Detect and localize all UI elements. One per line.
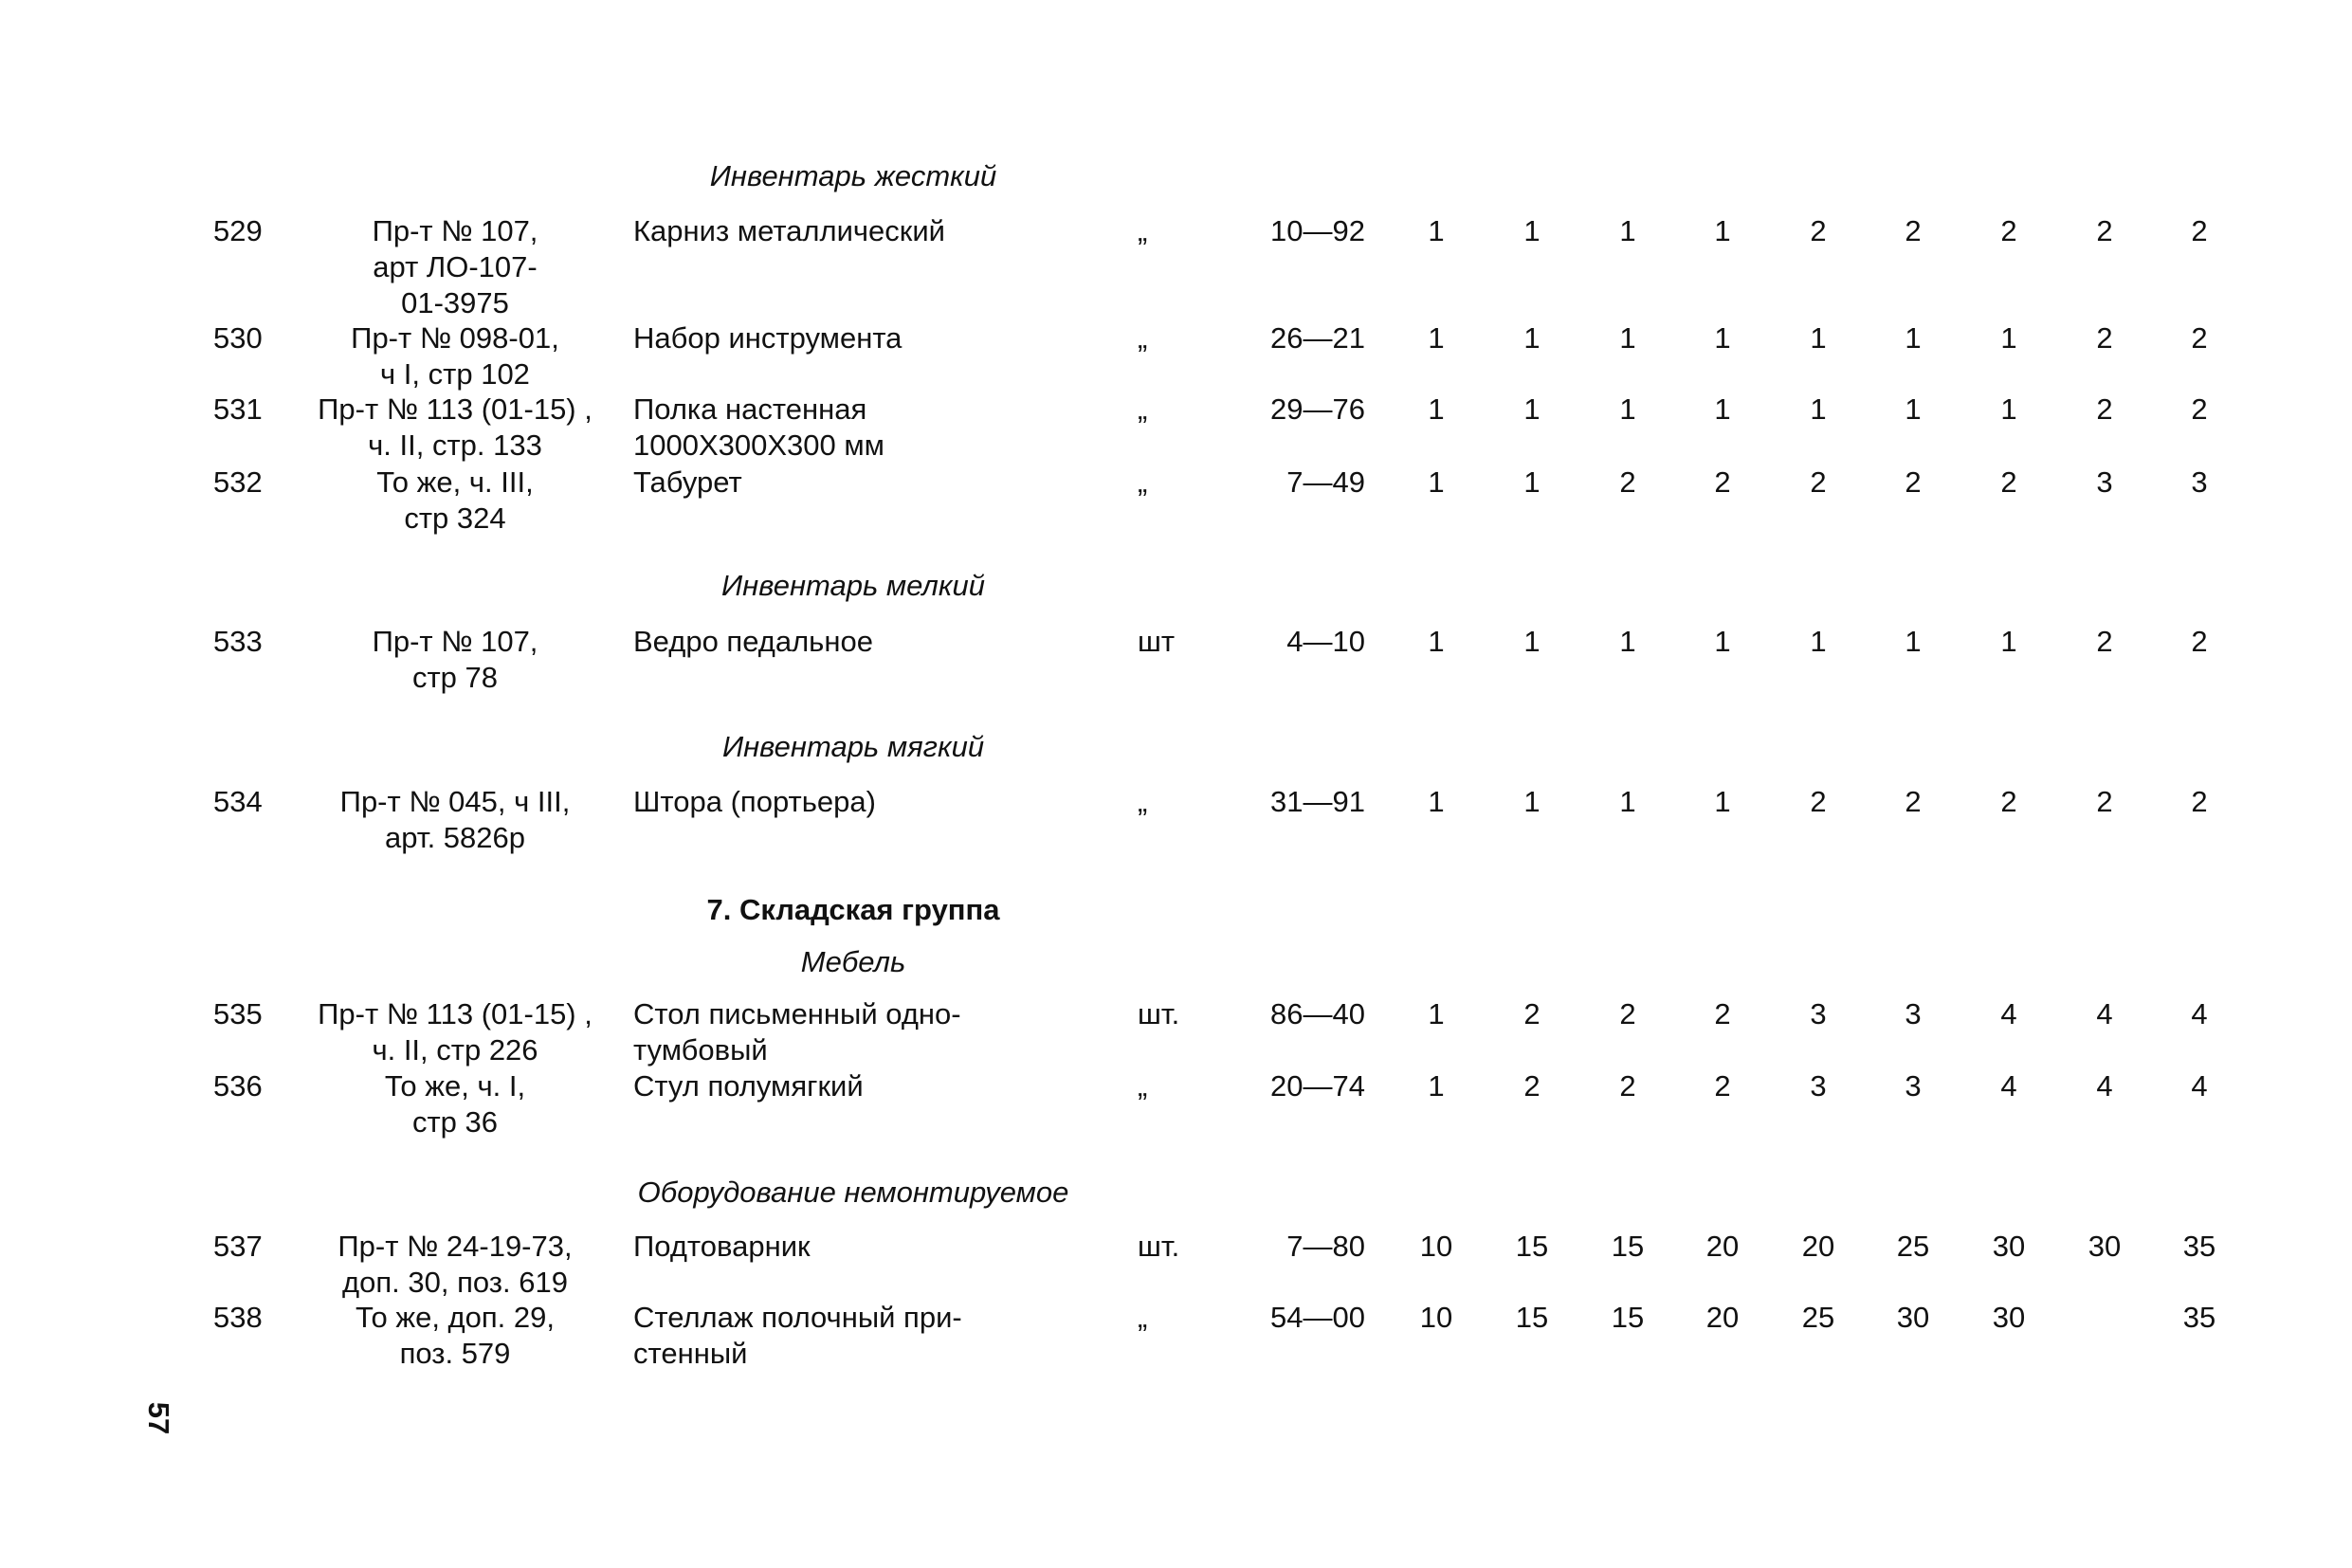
- row-number: 532: [213, 465, 263, 499]
- row-quantity: 2: [2191, 214, 2208, 247]
- row-quantity: 1: [1428, 214, 1445, 247]
- row-quantity: 1: [1523, 785, 1541, 818]
- reference-line: Пр-т № 113 (01-15) ,: [318, 392, 593, 426]
- row-reference: [284, 1068, 626, 1140]
- item-name-line: Подтоварник: [633, 1230, 811, 1263]
- row-quantity: 1: [1619, 625, 1636, 658]
- row-quantity: 1: [1428, 625, 1445, 658]
- item-name-line: Табурет: [633, 465, 742, 499]
- row-quantity: 10: [1419, 1230, 1453, 1263]
- row-quantity: 1: [1714, 392, 1731, 426]
- row-quantity: 3: [1810, 1069, 1827, 1103]
- row-reference: [284, 784, 626, 856]
- row-quantity: 2: [1714, 1069, 1731, 1103]
- reference-line: То же, ч. I,: [384, 1069, 526, 1103]
- row-quantity: 1: [1523, 465, 1541, 499]
- reference-line: Пр-т № 098-01,: [351, 321, 559, 355]
- row-quantity: 2: [2191, 392, 2208, 426]
- row-unit: шт.: [1138, 1230, 1180, 1263]
- row-quantity: 2: [1905, 465, 1922, 499]
- row-quantity: 2: [1619, 997, 1636, 1030]
- row-quantity: 1: [2000, 625, 2017, 658]
- reference-line: Пр-т № 113 (01-15) ,: [318, 997, 593, 1030]
- row-number: 534: [213, 785, 263, 818]
- row-quantity: 1: [1810, 392, 1827, 426]
- row-quantity: 1: [1523, 392, 1541, 426]
- row-quantity: 1: [1714, 785, 1731, 818]
- row-unit: шт: [1138, 625, 1176, 658]
- row-quantity: 2: [2000, 214, 2017, 247]
- row-item-name: [633, 1229, 1126, 1265]
- row-quantity: 4: [2000, 997, 2017, 1030]
- row-quantity: 2: [2191, 321, 2208, 355]
- row-quantity: 2: [2096, 785, 2113, 818]
- row-price: 31—91: [1270, 785, 1365, 818]
- row-reference: [284, 320, 626, 392]
- row-quantity: 30: [2088, 1230, 2122, 1263]
- row-quantity: 15: [1611, 1301, 1645, 1334]
- reference-line: арт. 5826р: [385, 821, 525, 854]
- row-quantity: 3: [2096, 465, 2113, 499]
- row-quantity: 2: [1619, 1069, 1636, 1103]
- row-quantity: 1: [1428, 465, 1445, 499]
- row-quantity: 2: [2191, 785, 2208, 818]
- row-unit: „: [1138, 465, 1148, 499]
- row-quantity: 15: [1611, 1230, 1645, 1263]
- row-item-name: [633, 624, 1126, 660]
- row-quantity: 1: [1810, 625, 1827, 658]
- row-quantity: 4: [2096, 1069, 2113, 1103]
- page-number: 57: [142, 1401, 176, 1435]
- row-price: 26—21: [1270, 321, 1365, 355]
- row-quantity: 1: [1428, 785, 1445, 818]
- row-quantity: 4: [2191, 1069, 2208, 1103]
- row-quantity: 2: [1905, 214, 1922, 247]
- reference-line: доп. 30, поз. 619: [342, 1266, 568, 1299]
- row-quantity: 1: [1714, 214, 1731, 247]
- row-price: 10—92: [1270, 214, 1365, 247]
- row-reference: [284, 1300, 626, 1372]
- section-title-equipment: Оборудование немонтируемое: [637, 1176, 1069, 1209]
- reference-line: 01-3975: [401, 286, 509, 319]
- row-item-name: [633, 996, 1126, 1068]
- row-item-name: [633, 320, 1126, 356]
- row-number: 538: [213, 1301, 263, 1334]
- row-item-name: [633, 784, 1126, 820]
- row-price: 29—76: [1270, 392, 1365, 426]
- row-quantity: 2: [2096, 214, 2113, 247]
- item-name-line: Ведро педальное: [633, 625, 873, 658]
- row-quantity: 4: [2000, 1069, 2017, 1103]
- row-quantity: 1: [1619, 392, 1636, 426]
- row-quantity: 25: [1801, 1301, 1835, 1334]
- row-quantity: 2: [2096, 392, 2113, 426]
- row-reference: [284, 392, 626, 464]
- row-reference: [284, 624, 626, 696]
- row-unit: „: [1138, 321, 1148, 355]
- item-name-line: Набор инструмента: [633, 321, 903, 355]
- row-quantity: 1: [1428, 392, 1445, 426]
- item-name-line: Карниз металлический: [633, 214, 945, 247]
- row-quantity: 1: [1905, 625, 1922, 658]
- row-quantity: 1: [1619, 785, 1636, 818]
- reference-line: стр 78: [411, 661, 499, 694]
- row-quantity: 2: [1905, 785, 1922, 818]
- row-reference: [284, 996, 626, 1068]
- row-quantity: 1: [1905, 321, 1922, 355]
- reference-line: То же, ч. III,: [376, 465, 534, 499]
- row-quantity: 25: [1896, 1230, 1930, 1263]
- row-unit: „: [1138, 785, 1148, 818]
- reference-line: Пр-т № 045, ч III,: [339, 785, 571, 818]
- reference-line: стр 36: [411, 1105, 499, 1139]
- row-quantity: 4: [2096, 997, 2113, 1030]
- row-quantity: 3: [1810, 997, 1827, 1030]
- section-title-soft-inventory: Инвентарь мягкий: [721, 730, 985, 763]
- row-quantity: 10: [1419, 1301, 1453, 1334]
- reference-line: ч. II, стр. 133: [368, 428, 542, 462]
- row-quantity: 3: [1905, 1069, 1922, 1103]
- row-quantity: 35: [2182, 1230, 2216, 1263]
- row-quantity: 1: [1523, 321, 1541, 355]
- row-quantity: 2: [1714, 997, 1731, 1030]
- row-quantity: 2: [2096, 625, 2113, 658]
- row-item-name: [633, 465, 1126, 501]
- row-quantity: 4: [2191, 997, 2208, 1030]
- row-quantity: 3: [2191, 465, 2208, 499]
- row-quantity: 1: [1619, 321, 1636, 355]
- row-quantity: 1: [1905, 392, 1922, 426]
- row-quantity: 20: [1801, 1230, 1835, 1263]
- section-title-furniture: Мебель: [800, 945, 906, 978]
- row-quantity: 1: [1810, 321, 1827, 355]
- row-quantity: 1: [1714, 625, 1731, 658]
- row-quantity: 20: [1705, 1301, 1740, 1334]
- section-title-small-inventory: Инвентарь мелкий: [721, 569, 985, 602]
- row-quantity: 2: [1810, 785, 1827, 818]
- row-item-name: [633, 1300, 1126, 1372]
- section-title-hard-inventory: Инвентарь жесткий: [709, 159, 997, 192]
- row-quantity: 1: [1523, 625, 1541, 658]
- row-quantity: 2: [1714, 465, 1731, 499]
- item-name-line: тумбовый: [633, 1033, 768, 1067]
- reference-line: Пр-т № 107,: [372, 625, 538, 658]
- row-quantity: 1: [1428, 1069, 1445, 1103]
- reference-line: ч. II, стр 226: [372, 1033, 538, 1067]
- reference-line: То же, доп. 29,: [355, 1301, 555, 1334]
- row-price: 54—00: [1270, 1301, 1365, 1334]
- row-quantity: 2: [1523, 997, 1541, 1030]
- section-title-storage-group: 7. Складская группа: [706, 893, 1000, 926]
- row-quantity: 2: [1810, 465, 1827, 499]
- row-quantity: 1: [1428, 997, 1445, 1030]
- row-number: 537: [213, 1230, 263, 1263]
- row-price: 7—80: [1286, 1230, 1365, 1263]
- row-number: 530: [213, 321, 263, 355]
- row-number: 531: [213, 392, 263, 426]
- row-price: 4—10: [1286, 625, 1365, 658]
- row-item-name: [633, 213, 1126, 249]
- row-quantity: 2: [1523, 1069, 1541, 1103]
- row-unit: „: [1138, 1301, 1148, 1334]
- reference-line: поз. 579: [399, 1337, 511, 1370]
- item-name-line: 1000X300X300 мм: [633, 428, 884, 462]
- row-number: 536: [213, 1069, 263, 1103]
- row-item-name: [633, 1068, 1126, 1104]
- reference-line: Пр-т № 107,: [372, 214, 538, 247]
- row-reference: [284, 465, 626, 537]
- item-name-line: Стеллаж полочный при-: [633, 1301, 962, 1334]
- row-quantity: 2: [2096, 321, 2113, 355]
- row-quantity: 15: [1515, 1230, 1549, 1263]
- reference-line: ч I, стр 102: [380, 357, 530, 391]
- row-quantity: 1: [1428, 321, 1445, 355]
- row-quantity: 1: [1523, 214, 1541, 247]
- row-number: 533: [213, 625, 263, 658]
- row-quantity: 35: [2182, 1301, 2216, 1334]
- item-name-line: Штора (портьера): [633, 785, 876, 818]
- row-unit: „: [1138, 1069, 1148, 1103]
- row-quantity: 2: [2000, 785, 2017, 818]
- row-quantity: 1: [2000, 321, 2017, 355]
- row-quantity: 30: [1992, 1301, 2026, 1334]
- reference-line: Пр-т № 24-19-73,: [337, 1230, 573, 1263]
- row-quantity: 15: [1515, 1301, 1549, 1334]
- item-name-line: Стол письменный одно-: [633, 997, 961, 1030]
- row-unit: шт.: [1138, 997, 1180, 1030]
- item-name-line: Полка настенная: [633, 392, 867, 426]
- row-quantity: 20: [1705, 1230, 1740, 1263]
- row-number: 529: [213, 214, 263, 247]
- row-reference: [284, 213, 626, 321]
- row-price: 7—49: [1286, 465, 1365, 499]
- row-item-name: [633, 392, 1126, 464]
- item-name-line: Стул полумягкий: [633, 1069, 864, 1103]
- row-reference: [284, 1229, 626, 1301]
- reference-line: стр 324: [404, 501, 506, 535]
- row-quantity: 2: [1619, 465, 1636, 499]
- row-quantity: 2: [2000, 465, 2017, 499]
- row-unit: „: [1138, 214, 1148, 247]
- row-price: 86—40: [1270, 997, 1365, 1030]
- row-number: 535: [213, 997, 263, 1030]
- row-unit: „: [1138, 392, 1148, 426]
- row-quantity: 30: [1896, 1301, 1930, 1334]
- row-price: 20—74: [1270, 1069, 1365, 1103]
- item-name-line: стенный: [633, 1337, 748, 1370]
- row-quantity: 30: [1992, 1230, 2026, 1263]
- row-quantity: 1: [2000, 392, 2017, 426]
- reference-line: арт ЛО-107-: [373, 250, 538, 283]
- row-quantity: 1: [1619, 214, 1636, 247]
- row-quantity: 2: [1810, 214, 1827, 247]
- row-quantity: 1: [1714, 321, 1731, 355]
- row-quantity: 2: [2191, 625, 2208, 658]
- row-quantity: 3: [1905, 997, 1922, 1030]
